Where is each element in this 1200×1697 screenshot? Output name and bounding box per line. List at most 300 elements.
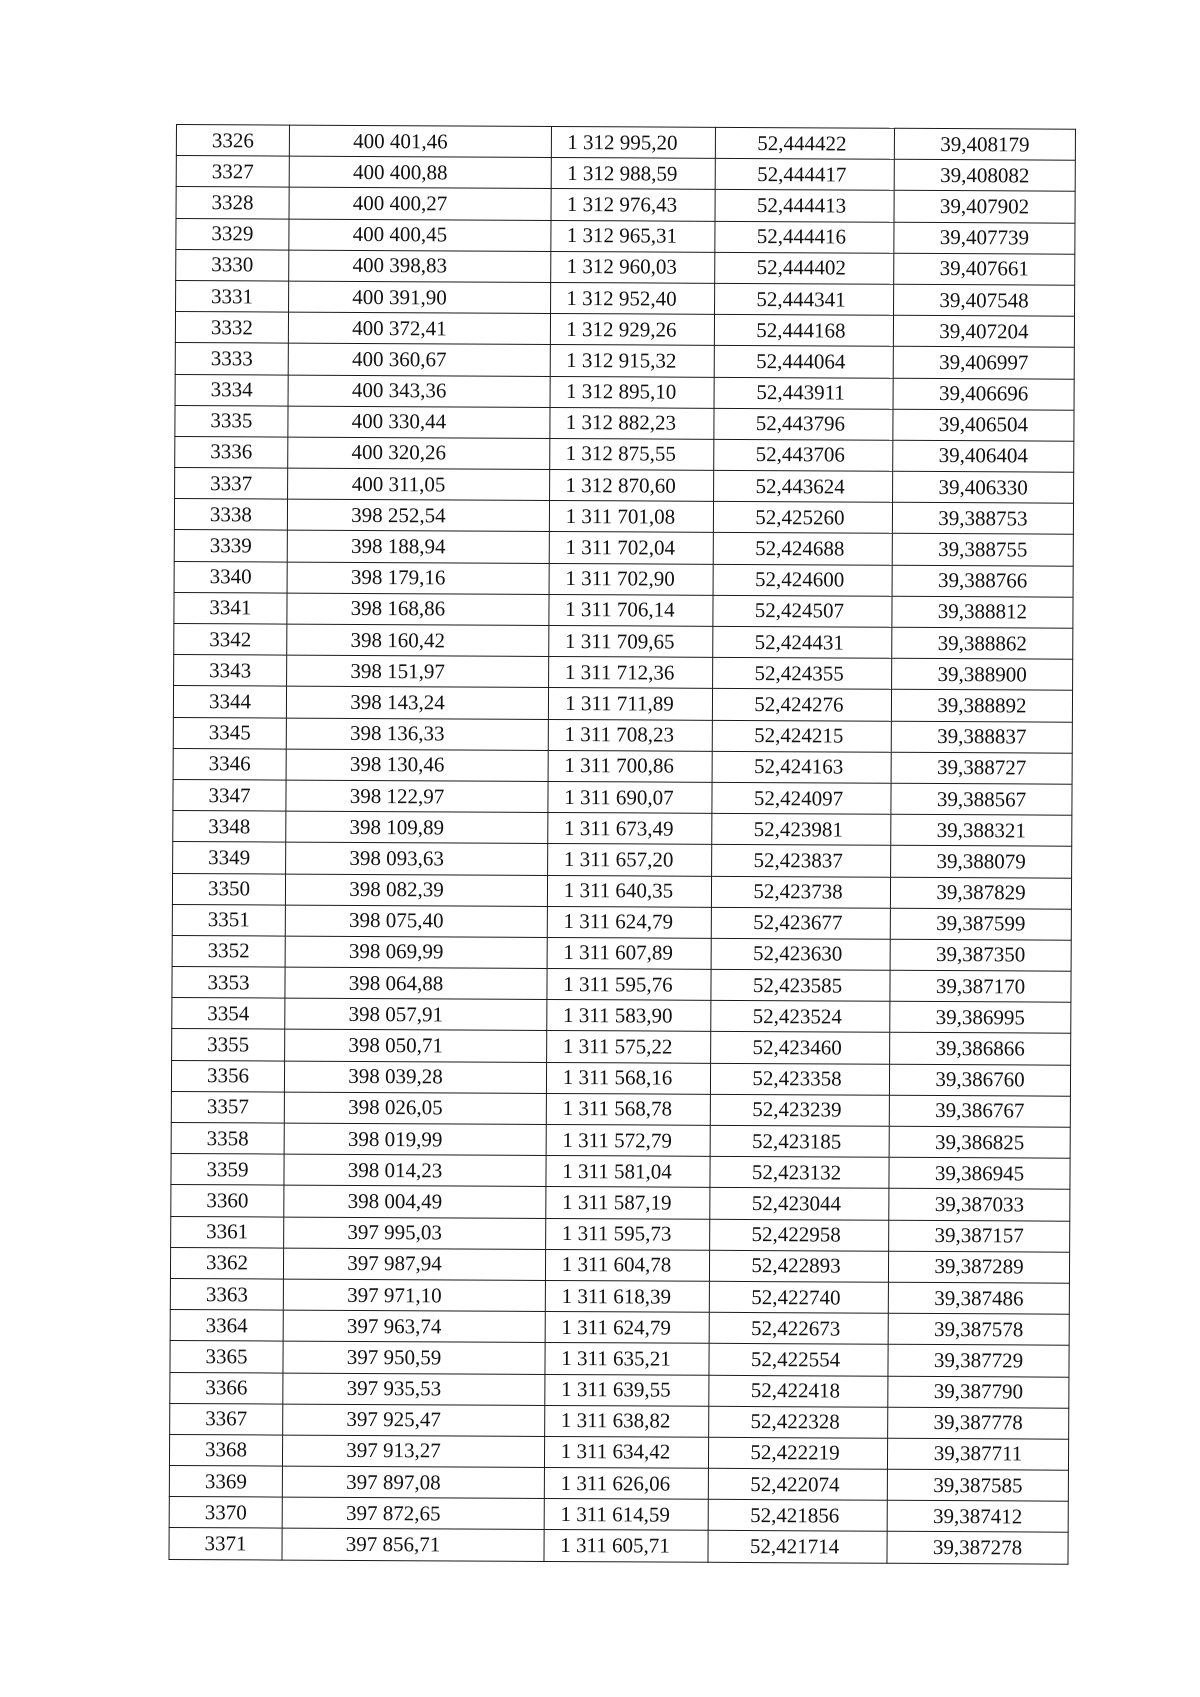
point-number-text: 3371 (204, 1531, 247, 1556)
table-row (175, 343, 1074, 379)
latitude-text: 52,423630 (752, 941, 843, 966)
x-coordinate-cell (288, 375, 550, 408)
x-coordinate-text: 397 971,10 (347, 1282, 442, 1307)
coordinates-table (168, 124, 1076, 1564)
x-coordinate-cell (289, 125, 551, 158)
latitude-text: 52,444064 (756, 348, 846, 374)
longitude-text: 39,407661 (939, 256, 1029, 281)
latitude-cell (708, 1437, 887, 1469)
point-number-cell (171, 1122, 284, 1154)
latitude-text: 52,425260 (755, 504, 845, 530)
latitude-cell (711, 938, 890, 970)
longitude-cell (887, 1532, 1068, 1564)
x-coordinate-text: 397 925,47 (346, 1407, 442, 1432)
latitude-cell (713, 626, 892, 658)
y-coordinate-text: 1 311 572,79 (562, 1127, 672, 1153)
table-row (170, 1341, 1069, 1377)
y-coordinate-text: 1 311 607,89 (563, 940, 673, 966)
y-coordinate-cell (548, 781, 712, 813)
point-number-text: 3356 (206, 1063, 250, 1088)
longitude-cell (891, 752, 1072, 784)
latitude-text: 52,423585 (752, 972, 843, 998)
table-row (175, 468, 1074, 504)
x-coordinate-text: 398 151,97 (350, 658, 445, 684)
point-number-text: 3341 (209, 595, 252, 620)
y-coordinate-cell (544, 1530, 708, 1562)
latitude-cell (710, 1125, 889, 1157)
longitude-cell (892, 534, 1073, 566)
x-coordinate-text: 397 950,59 (346, 1344, 442, 1370)
table-row (172, 1029, 1071, 1065)
latitude-text: 52,422740 (751, 1284, 841, 1310)
y-coordinate-cell (548, 813, 712, 845)
x-coordinate-cell (283, 1248, 545, 1281)
point-number-cell (175, 343, 288, 375)
latitude-cell (715, 190, 894, 222)
latitude-text: 52,422673 (751, 1315, 841, 1341)
y-coordinate-cell (548, 844, 712, 876)
longitude-text: 39,388321 (936, 817, 1027, 843)
longitude-text: 39,387578 (934, 1316, 1024, 1342)
latitude-cell (712, 720, 891, 752)
y-coordinate-cell (545, 1280, 709, 1312)
table-row (172, 967, 1071, 1003)
latitude-cell (708, 1500, 887, 1532)
latitude-text: 52,422958 (751, 1222, 841, 1247)
y-coordinate-text: 1 311 701,08 (565, 503, 676, 529)
point-number-text: 3328 (211, 190, 254, 215)
longitude-text: 39,407739 (939, 225, 1030, 250)
table-row (173, 717, 1072, 753)
point-number-text: 3365 (205, 1344, 248, 1369)
latitude-text: 52,421714 (749, 1534, 840, 1559)
point-number-text: 3361 (206, 1219, 249, 1244)
point-number-text: 3329 (211, 221, 254, 246)
point-number-text: 3339 (209, 533, 252, 558)
point-number-cell (173, 748, 286, 780)
longitude-text: 39,388753 (938, 505, 1028, 531)
table-row (173, 748, 1072, 784)
table-row (171, 1216, 1070, 1252)
latitude-cell (712, 751, 891, 783)
x-coordinate-cell (287, 593, 549, 626)
y-coordinate-text: 1 311 700,86 (564, 753, 674, 778)
x-coordinate-cell (282, 1497, 544, 1530)
table-row (174, 499, 1073, 535)
x-coordinate-cell (285, 874, 547, 907)
y-coordinate-cell (545, 1405, 709, 1437)
latitude-cell (713, 564, 892, 596)
x-coordinate-cell (283, 1404, 545, 1437)
point-number-text: 3336 (210, 439, 253, 464)
latitude-cell (715, 221, 894, 253)
latitude-text: 52,423358 (752, 1066, 842, 1091)
longitude-text: 39,388862 (937, 630, 1027, 656)
latitude-cell (711, 969, 890, 1001)
latitude-cell (714, 346, 893, 378)
latitude-text: 52,444402 (756, 255, 846, 280)
x-coordinate-cell (284, 1061, 546, 1094)
x-coordinate-cell (286, 749, 548, 782)
x-coordinate-text: 398 109,89 (349, 814, 445, 840)
longitude-cell (888, 1345, 1069, 1377)
longitude-text: 39,387157 (934, 1223, 1024, 1248)
y-coordinate-cell (544, 1436, 708, 1468)
latitude-cell (713, 502, 892, 534)
point-number-cell (171, 1091, 284, 1123)
y-coordinate-text: 1 311 595,73 (561, 1221, 672, 1246)
x-coordinate-text: 397 935,53 (346, 1376, 442, 1401)
point-number-text: 3352 (207, 938, 250, 963)
point-number-text: 3344 (208, 689, 252, 714)
longitude-text: 39,388892 (937, 692, 1027, 718)
longitude-text: 39,388812 (937, 599, 1028, 624)
point-number-text: 3337 (210, 470, 253, 496)
latitude-cell (709, 1250, 888, 1282)
longitude-cell (889, 1095, 1070, 1127)
point-number-text: 3370 (204, 1500, 247, 1525)
x-coordinate-cell (286, 718, 548, 751)
latitude-text: 52,423524 (752, 1003, 843, 1029)
x-coordinate-text: 397 872,65 (345, 1500, 441, 1526)
y-coordinate-text: 1 311 618,39 (561, 1283, 672, 1309)
y-coordinate-text: 1 311 709,65 (564, 628, 675, 654)
table-row (170, 1247, 1069, 1283)
longitude-cell (888, 1313, 1069, 1345)
longitude-cell (891, 814, 1072, 846)
longitude-cell (889, 1157, 1070, 1189)
table-row (171, 1091, 1070, 1127)
y-coordinate-text: 1 311 614,59 (560, 1501, 671, 1527)
point-number-cell (169, 1528, 282, 1560)
latitude-cell (712, 845, 891, 877)
point-number-text: 3368 (204, 1437, 248, 1462)
point-number-text: 3332 (210, 314, 254, 340)
longitude-cell (891, 721, 1072, 753)
table-row (173, 779, 1072, 815)
x-coordinate-text: 400 330,44 (351, 409, 447, 434)
longitude-cell (889, 1064, 1070, 1096)
y-coordinate-text: 1 311 712,36 (564, 659, 675, 685)
latitude-text: 52,423185 (751, 1128, 842, 1154)
point-number-cell (170, 1372, 283, 1404)
x-coordinate-text: 400 400,88 (352, 159, 448, 185)
x-coordinate-cell (286, 780, 548, 813)
longitude-cell (892, 596, 1073, 628)
latitude-text: 52,422074 (750, 1471, 840, 1497)
latitude-cell (711, 876, 890, 908)
point-number-text: 3333 (210, 346, 253, 371)
point-number-text: 3346 (208, 751, 251, 776)
table-row (175, 312, 1074, 348)
longitude-cell (889, 1189, 1070, 1221)
point-number-text: 3360 (206, 1188, 249, 1213)
x-coordinate-cell (285, 1030, 547, 1063)
longitude-cell (890, 1002, 1071, 1034)
table-row (170, 1310, 1069, 1346)
y-coordinate-cell (547, 875, 711, 907)
y-coordinate-cell (550, 407, 714, 439)
longitude-cell (888, 1251, 1069, 1283)
x-coordinate-cell (289, 250, 551, 283)
x-coordinate-text: 397 995,03 (347, 1220, 443, 1245)
longitude-text: 39,408179 (940, 131, 1030, 157)
x-coordinate-text: 400 400,45 (352, 222, 448, 247)
y-coordinate-text: 1 311 706,14 (565, 597, 675, 623)
point-number-text: 3362 (205, 1250, 249, 1275)
latitude-text: 52,443911 (756, 380, 845, 405)
table-row (169, 1434, 1068, 1470)
y-coordinate-text: 1 311 657,20 (563, 846, 674, 872)
longitude-cell (887, 1438, 1068, 1470)
y-coordinate-cell (547, 937, 711, 969)
latitude-cell (714, 470, 893, 502)
x-coordinate-cell (283, 1310, 545, 1343)
longitude-text: 39,408082 (940, 162, 1030, 188)
longitude-text: 39,387033 (934, 1191, 1025, 1217)
y-coordinate-text: 1 312 988,59 (567, 160, 678, 186)
point-number-text: 3348 (208, 813, 251, 839)
longitude-cell (891, 846, 1072, 878)
y-coordinate-cell (551, 282, 715, 314)
x-coordinate-text: 400 320,26 (351, 440, 447, 465)
point-number-cell (176, 280, 289, 312)
latitude-cell (712, 782, 891, 814)
point-number-cell (173, 811, 286, 843)
latitude-cell (708, 1468, 887, 1500)
y-coordinate-cell (546, 1062, 710, 1094)
latitude-text: 52,423132 (751, 1159, 842, 1185)
x-coordinate-text: 398 143,24 (350, 689, 445, 715)
longitude-cell (894, 284, 1075, 316)
longitude-text: 39,406997 (939, 349, 1029, 375)
point-number-text: 3347 (208, 782, 251, 807)
point-number-text: 3326 (211, 127, 254, 153)
x-coordinate-cell (282, 1435, 544, 1468)
longitude-text: 39,388755 (938, 537, 1028, 562)
longitude-text: 39,386945 (934, 1160, 1025, 1186)
point-number-text: 3334 (210, 377, 253, 402)
y-coordinate-cell (550, 376, 714, 408)
x-coordinate-text: 400 372,41 (352, 315, 447, 341)
point-number-cell (169, 1497, 282, 1529)
latitude-text: 52,444422 (757, 130, 847, 156)
latitude-text: 52,423460 (752, 1035, 842, 1060)
y-coordinate-text: 1 311 634,42 (560, 1439, 671, 1465)
point-number-cell (176, 187, 289, 219)
y-coordinate-text: 1 311 640,35 (563, 878, 674, 903)
longitude-cell (892, 627, 1073, 659)
table-row (173, 811, 1072, 847)
latitude-cell (711, 1032, 890, 1064)
longitude-text: 39,387278 (932, 1535, 1023, 1560)
latitude-text: 52,444168 (756, 317, 846, 343)
point-number-text: 3342 (209, 626, 252, 651)
point-number-text: 3349 (208, 845, 251, 870)
x-coordinate-text: 398 168,86 (350, 596, 446, 621)
y-coordinate-text: 1 312 929,26 (566, 316, 677, 342)
longitude-text: 39,386995 (935, 1004, 1026, 1030)
point-number-cell (172, 998, 285, 1030)
y-coordinate-cell (550, 438, 714, 470)
longitude-text: 39,407204 (939, 318, 1029, 344)
y-coordinate-text: 1 311 587,19 (562, 1190, 672, 1215)
longitude-text: 39,386866 (935, 1036, 1025, 1061)
latitude-text: 52,444413 (756, 193, 847, 218)
point-number-cell (170, 1341, 283, 1373)
latitude-cell (709, 1312, 888, 1344)
table-row (176, 249, 1075, 285)
x-coordinate-cell (287, 655, 549, 688)
x-coordinate-cell (282, 1529, 544, 1562)
point-number-cell (173, 717, 286, 749)
longitude-text: 39,387350 (935, 942, 1026, 967)
y-coordinate-cell (548, 719, 712, 751)
longitude-cell (888, 1282, 1069, 1314)
point-number-text: 3327 (211, 158, 254, 184)
point-number-cell (174, 530, 287, 562)
longitude-cell (893, 347, 1074, 379)
table-row (176, 125, 1075, 161)
longitude-cell (893, 471, 1074, 503)
x-coordinate-text: 400 401,46 (353, 128, 448, 154)
longitude-text: 39,407548 (939, 287, 1029, 312)
table-row (169, 1466, 1068, 1502)
latitude-cell (708, 1531, 887, 1563)
longitude-text: 39,387412 (933, 1503, 1023, 1529)
y-coordinate-cell (549, 594, 713, 626)
latitude-text: 52,423044 (751, 1190, 842, 1216)
longitude-text: 39,388079 (936, 848, 1026, 874)
x-coordinate-text: 397 856,71 (345, 1531, 441, 1557)
x-coordinate-cell (282, 1466, 544, 1499)
point-number-cell (170, 1403, 283, 1435)
table-row (173, 842, 1072, 878)
point-number-cell (171, 1185, 284, 1217)
latitude-cell (712, 813, 891, 845)
y-coordinate-text: 1 311 604,78 (561, 1252, 672, 1277)
x-coordinate-cell (284, 1185, 546, 1218)
point-number-cell (175, 405, 288, 437)
x-coordinate-cell (288, 468, 550, 501)
longitude-text: 39,406696 (938, 381, 1029, 406)
latitude-text: 52,423239 (752, 1097, 842, 1122)
x-coordinate-cell (289, 219, 551, 252)
latitude-cell (714, 377, 893, 409)
y-coordinate-text: 1 312 915,32 (566, 347, 677, 373)
y-coordinate-cell (549, 501, 713, 533)
longitude-cell (893, 440, 1074, 472)
x-coordinate-text: 397 963,74 (346, 1313, 442, 1339)
x-coordinate-text: 397 987,94 (347, 1251, 442, 1276)
latitude-text: 52,422893 (751, 1253, 841, 1278)
point-number-cell (172, 935, 285, 967)
y-coordinate-text: 1 312 965,31 (566, 223, 678, 248)
latitude-cell (713, 595, 892, 627)
y-coordinate-cell (544, 1499, 708, 1531)
longitude-cell (890, 877, 1071, 909)
latitude-cell (710, 1094, 889, 1126)
y-coordinate-cell (551, 251, 715, 283)
latitude-text: 52,424600 (754, 567, 845, 592)
latitude-text: 52,421856 (750, 1502, 840, 1528)
latitude-cell (714, 314, 893, 346)
point-number-text: 3335 (210, 408, 253, 433)
longitude-text: 39,387289 (934, 1254, 1024, 1279)
latitude-text: 52,422219 (750, 1440, 840, 1465)
table-row (174, 655, 1073, 691)
table-row (173, 686, 1072, 722)
point-number-cell (173, 779, 286, 811)
y-coordinate-cell (551, 126, 715, 158)
y-coordinate-cell (546, 1187, 710, 1219)
longitude-cell (888, 1376, 1069, 1408)
point-number-cell (176, 156, 289, 188)
latitude-text: 52,423738 (753, 879, 843, 904)
point-number-cell (173, 686, 286, 718)
longitude-cell (891, 783, 1072, 815)
point-number-cell (174, 592, 287, 624)
y-coordinate-text: 1 312 960,03 (566, 254, 677, 279)
longitude-cell (889, 1220, 1070, 1252)
latitude-cell (710, 1063, 889, 1095)
latitude-cell (713, 658, 892, 690)
point-number-cell (170, 1310, 283, 1342)
x-coordinate-text: 398 179,16 (350, 565, 446, 590)
x-coordinate-cell (285, 967, 547, 1000)
latitude-text: 52,423837 (753, 847, 843, 873)
x-coordinate-cell (289, 156, 551, 189)
longitude-text: 39,387790 (933, 1379, 1024, 1404)
x-coordinate-text: 398 252,54 (351, 502, 446, 528)
x-coordinate-text: 398 136,33 (350, 721, 445, 746)
x-coordinate-text: 398 075,40 (349, 908, 444, 933)
x-coordinate-cell (284, 1154, 546, 1187)
x-coordinate-cell (288, 437, 550, 470)
table-row (169, 1528, 1068, 1564)
table-row (174, 623, 1073, 659)
longitude-cell (889, 1126, 1070, 1158)
x-coordinate-text: 400 311,05 (351, 471, 446, 497)
y-coordinate-cell (546, 1124, 710, 1156)
point-number-text: 3351 (207, 907, 250, 932)
y-coordinate-cell (547, 1031, 711, 1063)
x-coordinate-cell (284, 1217, 546, 1250)
y-coordinate-text: 1 311 624,79 (563, 909, 674, 934)
longitude-cell (893, 378, 1074, 410)
latitude-cell (714, 408, 893, 440)
point-number-text: 3343 (209, 657, 252, 683)
longitude-cell (892, 503, 1073, 535)
table-row (169, 1497, 1068, 1533)
x-coordinate-cell (283, 1373, 545, 1406)
point-number-cell (172, 904, 285, 936)
point-number-cell (176, 125, 289, 157)
latitude-text: 52,424431 (754, 629, 844, 655)
longitude-cell (892, 565, 1073, 597)
x-coordinate-cell (289, 187, 551, 220)
longitude-text: 39,406504 (938, 412, 1029, 437)
latitude-cell (709, 1375, 888, 1407)
point-number-text: 3367 (205, 1406, 248, 1431)
table-row (172, 904, 1071, 940)
point-number-cell (171, 1060, 284, 1092)
point-number-text: 3364 (205, 1312, 248, 1338)
y-coordinate-cell (550, 345, 714, 377)
latitude-cell (713, 533, 892, 565)
point-number-text: 3354 (207, 1001, 250, 1026)
latitude-text: 52,424688 (755, 536, 845, 561)
